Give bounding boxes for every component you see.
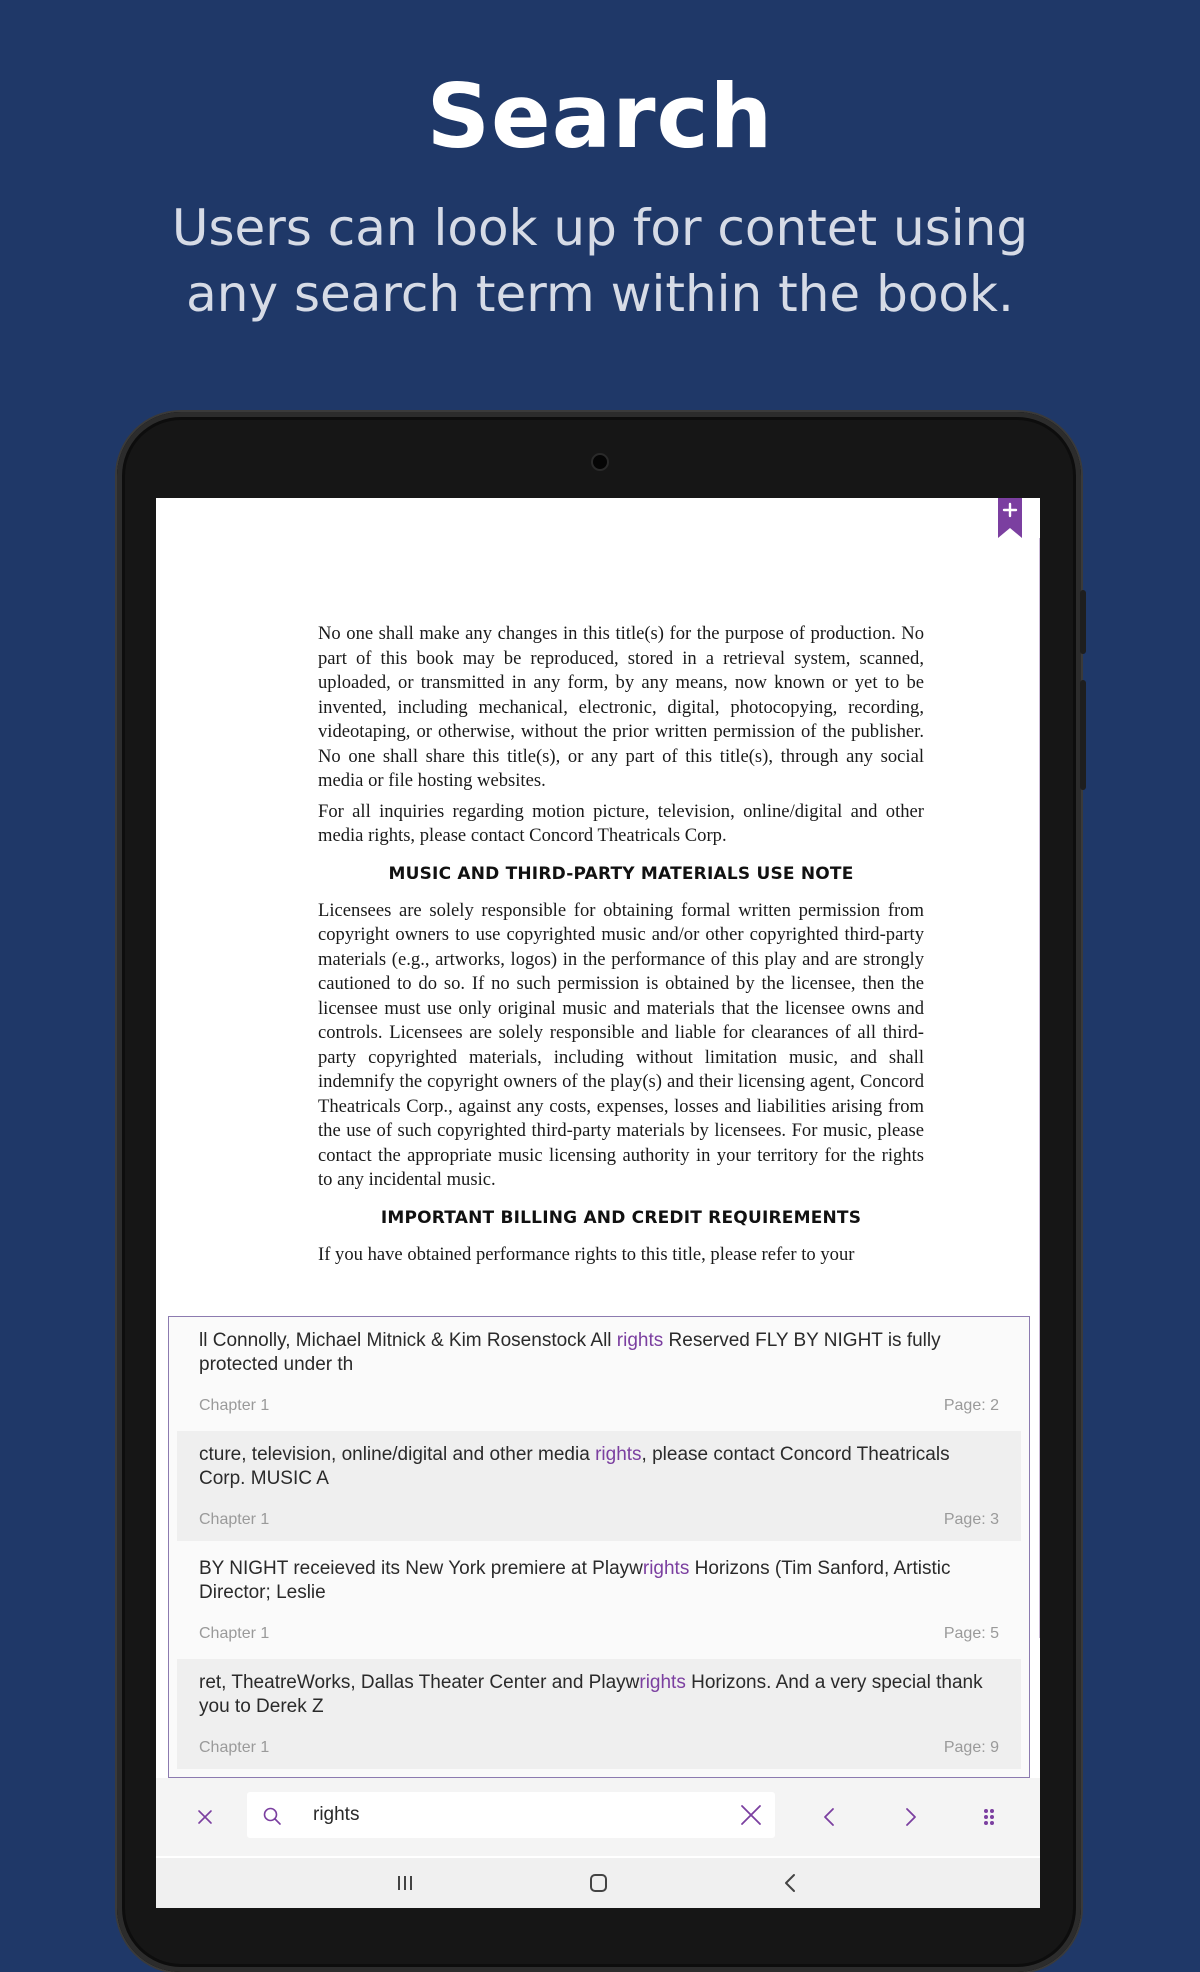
result-match: rights [639,1672,686,1693]
bookmark-add-icon[interactable] [998,498,1022,538]
result-page: Page: 3 [943,1511,999,1528]
back-icon[interactable] [776,1870,806,1896]
book-paragraph: No one shall make any changes in this title(s) for the purpose of production. No part of this book may be reproduced, stored in a retrieval system, scanned, uploaded, or transmitted in any form, by any means, now known or yet to be invented, including mechanical, electronic, digital, photocopying, recording, videotaping, or otherwise, without the prior written permission of the publisher. No one shall share this title(s), or any part of this title(s), through any social media or file hosting websites. [318,623,924,791]
reader-screen [156,498,1040,1908]
close-icon[interactable] [194,1806,216,1828]
result-match: rights [595,1444,642,1465]
search-result-item[interactable] [177,1431,1021,1541]
chevron-right-icon[interactable] [898,1805,922,1829]
result-chapter: Chapter 1 [199,1397,270,1414]
search-result-item[interactable] [177,1659,1021,1769]
result-chapter: Chapter 1 [199,1511,270,1528]
result-snippet: BY NIGHT receieved its New York premiere at Playwrights Horizons (Tim Sanford, Artistic Director; Leslie [199,1558,951,1603]
clear-icon[interactable] [736,1800,766,1830]
search-result-item[interactable] [177,1545,1021,1655]
grid-dots-icon[interactable] [978,1806,1000,1828]
result-chapter: Chapter 1 [199,1739,270,1756]
search-toolbar [156,1778,1040,1856]
book-page-content [318,622,924,1273]
tablet-power-button [1080,590,1086,654]
search-results-panel [168,1316,1030,1778]
chevron-left-icon[interactable] [818,1805,842,1829]
search-input[interactable] [313,1798,703,1832]
recent-apps-icon[interactable] [390,1870,420,1896]
system-navigation-bar [156,1858,1040,1908]
home-icon[interactable] [583,1870,613,1896]
result-chapter: Chapter 1 [199,1625,270,1642]
front-camera [591,453,609,471]
result-snippet: cture, television, online/digital and other media rights, please contact Concord Theatricals Corp. MUSIC A [199,1444,950,1489]
result-page: Page: 9 [943,1739,999,1756]
search-result-item[interactable] [177,1317,1021,1427]
result-match: rights [642,1558,690,1579]
page-edge-line [1039,538,1040,1638]
hero-title: Search [426,65,774,168]
result-page: Page: 2 [943,1397,999,1414]
result-snippet: ret, TheatreWorks, Dallas Theater Center and Playwrights Horizons. And a very special thank you to Derek Z [199,1672,983,1717]
book-paragraph: For all inquiries regarding motion picture, television, online/digital and other media rights, please contact Concord Theatricals Corp. [318,800,924,846]
result-match: rights [616,1330,664,1351]
result-snippet: ll Connolly, Michael Mitnick & Kim Rosenstock All rights Reserved FLY BY NIGHT is fully protected under th [199,1330,941,1375]
search-field[interactable] [247,1792,775,1838]
book-heading: MUSIC AND THIRD-PARTY MATERIALS USE NOTE [388,863,854,884]
search-icon [261,1805,283,1827]
result-page: Page: 5 [943,1625,999,1642]
hero-subtitle: Users can look up for contet using any search term within the book. [171,199,1029,323]
book-paragraph: Licensees are solely responsible for obtaining formal written permission from copyright owners to use copyrighted music and/or other copyrighted third-party materials (e.g., artworks, logos) in the performance of this play and are strongly cautioned to do so. If no such permission is obtained by the licensee, then the licensee must use only original music and materials that the licensee owns and controls. Licensees are solely responsible and liable for clearances of all third-party copyrighted materials, including without limitation music, and shall indemnify the copyright owners of the play(s) and their licensing agent, Concord Theatricals Corp., against any costs, expenses, losses and liabilities arising from the use of such copyrighted third-party materials by licensees. For music, please contact the appropriate music licensing authority in your territory for the rights to any incidental music. [318,899,924,1190]
tablet-volume-button [1080,680,1086,790]
book-paragraph: If you have obtained performance rights to this title, please refer to your [318,1243,855,1265]
book-heading: IMPORTANT BILLING AND CREDIT REQUIREMENTS [380,1207,862,1228]
